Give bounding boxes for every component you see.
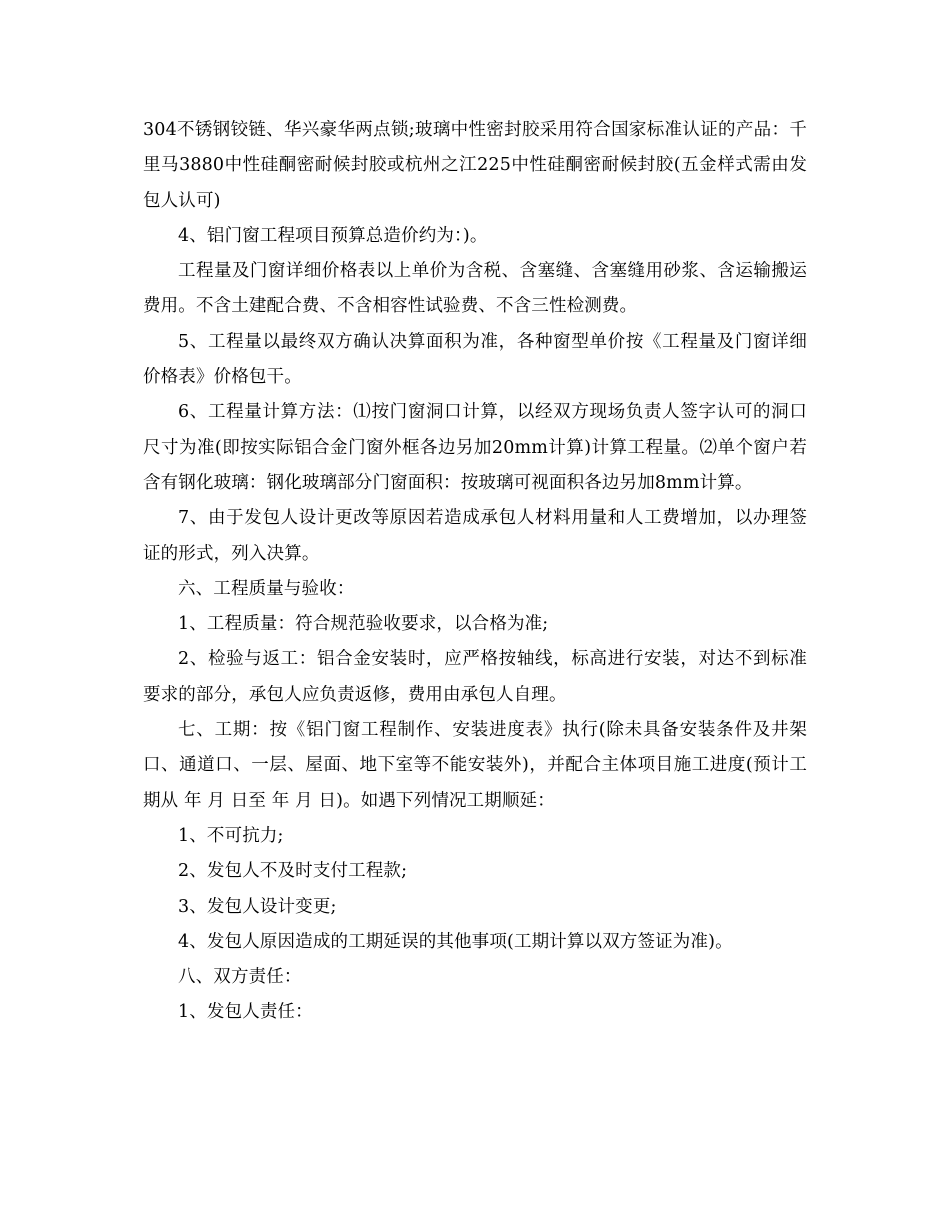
paragraph-price-inclusions: 工程量及门窗详细价格表以上单价为含税、含塞缝、含塞缝用砂浆、含运输搬运费用。不含土建配合费、不含相容性试验费、不含三性检测费。 [143, 261, 807, 317]
paragraph-inspection-rework: 2、检验与返工：铝合金安装时，应严格按轴线，标高进行安装，对达不到标准要求的部分，承包人应负责返修，费用由承包人自理。 [143, 649, 807, 705]
document-body [143, 113, 807, 1031]
list-item-design-change: 3、发包人设计变更; [178, 896, 337, 917]
list-item-force-majeure: 1、不可抗力; [178, 825, 284, 846]
paragraph-materials: 304不锈钢铰链、华兴豪华两点锁;玻璃中性密封胶采用符合国家标准认证的产品：千里马3880中性硅酮密耐候封胶或杭州之江225中性硅酮密耐候封胶(五金样式需由发包人认可) [143, 120, 807, 211]
paragraph-budget-total: 4、铝门窗工程项目预算总造价约为：)。 [178, 225, 488, 246]
paragraph-calculation-method: 6、工程量计算方法：⑴按门窗洞口计算，以经双方现场负责人签字认可的洞口尺寸为准(即按实际铝合金门窗外框各边另加20mm计算)计算工程量。⑵单个窗户若含有钢化玻璃：钢化玻璃部分门窗面积：按玻璃可视面积各边另加8mm计算。 [143, 402, 807, 493]
list-item-other-delays: 4、发包人原因造成的工期延误的其他事项(工期计算以双方签证为准)。 [178, 931, 733, 952]
list-item-late-payment: 2、发包人不及时支付工程款; [178, 861, 408, 882]
section-heading-responsibilities: 八、双方责任： [178, 967, 302, 988]
section-heading-schedule: 七、工期：按《铝门窗工程制作、安装进度表》执行(除未具备安装条件及井架口、通道口、一层、屋面、地下室等不能安装外)，并配合主体项目施工进度(预计工期从 年 月 日至 年 月 日)。如遇下列情况工期顺延： [143, 720, 807, 811]
paragraph-design-change: 7、由于发包人设计更改等原因若造成承包人材料用量和人工费增加，以办理签证的形式，列入决算。 [143, 508, 807, 564]
paragraph-quantity-settlement: 5、工程量以最终双方确认决算面积为准，各种窗型单价按《工程量及门窗详细价格表》价格包干。 [143, 331, 807, 388]
paragraph-quality-standard: 1、工程质量：符合规范验收要求，以合格为准; [178, 614, 549, 635]
section-heading-quality: 六、工程质量与验收： [178, 578, 355, 599]
paragraph-employer-responsibility: 1、发包人责任： [178, 1002, 313, 1023]
